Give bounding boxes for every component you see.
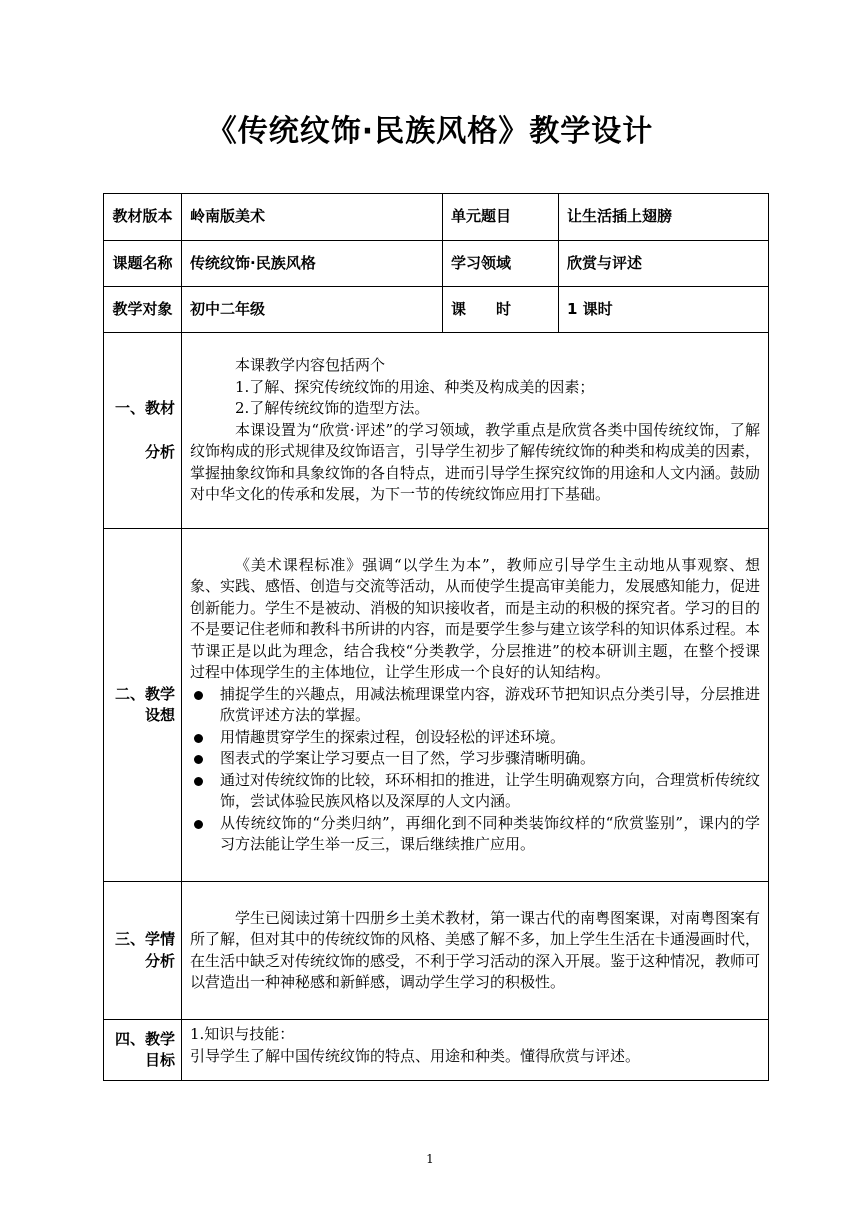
- label-textbook-version: 教材版本: [104, 194, 182, 241]
- bullet-item: 用情趣贯穿学生的探索过程，创设轻松的评述环境。: [190, 727, 760, 749]
- bullet-item: 通过对传统纹饰的比较，环环相扣的推进，让学生明确观察方向，合理赏析传统纹饰，尝试体验民族风格以及深厚的人文内涵。: [190, 770, 760, 813]
- info-row-textbook: [104, 194, 769, 241]
- section-label-teaching-goals: 四、教学 目标: [104, 1020, 182, 1081]
- section-content-textbook-analysis: [182, 333, 769, 529]
- section-student-analysis: [104, 882, 769, 1020]
- value-audience: 初中二年级: [182, 287, 443, 333]
- label-class-hours: 课 时: [443, 287, 559, 333]
- content-paragraph: 学生已阅读过第十四册乡土美术教材，第一课古代的南粤图案课，对南粤图案有所了解，但对其中的传统纹饰的风格、美感了解不多，加上学生生活在卡通漫画时代，在生活中缺乏对传统纹饰的感受，不利于学习活动的深入开展。鉴于这种情况，教师可以营造出一种神秘感和新鲜感，调动学生学习的积极性。: [190, 908, 761, 991]
- bullet-item: 捕捉学生的兴趣点，用减法梳理课堂内容，游戏环节把知识点分类引导，分层推进欣赏评述方法的掌握。: [190, 684, 760, 727]
- info-row-topic: [104, 241, 769, 287]
- bullet-dot-icon: [194, 820, 203, 829]
- bullet-item: 图表式的学案让学习要点一目了然，学习步骤清晰明确。: [190, 748, 760, 770]
- section-label-student-analysis: 三、学情 分析: [104, 882, 182, 1020]
- section-content-student-analysis: [182, 882, 769, 1020]
- section-content-teaching-concept: [182, 529, 769, 882]
- content-line: 引导学生了解中国传统纹饰的特点、用途和种类。懂得欣赏与评述。: [190, 1046, 641, 1065]
- bullet-list: [190, 684, 760, 856]
- label-unit-title: 单元题目: [443, 194, 559, 241]
- bullet-dot-icon: [194, 777, 203, 786]
- label-learning-domain: 学习领域: [443, 241, 559, 287]
- bullet-dot-icon: [194, 734, 203, 743]
- content-line: 1.知识与技能：: [190, 1025, 295, 1043]
- content-paragraph: 《美术课程标准》强调“以学生为本”，教师应引导学生主动地从事观察、想象、实践、感悟、创造与交流等活动，从而使学生提高审美能力，发展感知能力，促进创新能力。学生不是被动、消极的知识接收者，而是主动的积极的探究者。学习的目的不是要记住老师和教科书所讲的内容，而是要学生参与建立该学科的知识体系过程。本节课正是以此为理念，结合我校“分类教学，分层推进”的校本研训主题，在整个授课过程中体现学生的主体地位，让学生形成一个良好的认知结构。: [190, 555, 761, 681]
- section-label-teaching-concept: 二、教学 设想: [104, 529, 182, 882]
- value-textbook-version: 岭南版美术: [182, 194, 443, 241]
- bullet-dot-icon: [194, 755, 203, 764]
- content-line: 1.了解、探究传统纹饰的用途、种类及构成美的因素；: [235, 377, 595, 396]
- lesson-plan-table: [103, 193, 769, 1081]
- value-class-hours: 1 课时: [559, 287, 769, 333]
- value-topic-name: 传统纹饰·民族风格: [182, 241, 443, 287]
- section-content-teaching-goals: [182, 1020, 769, 1081]
- section-teaching-concept: [104, 529, 769, 882]
- page-number: 1: [426, 1152, 434, 1166]
- section-label-textbook-analysis: 一、教材 分析: [104, 333, 182, 529]
- label-topic-name: 课题名称: [104, 241, 182, 287]
- section-teaching-goals: [104, 1020, 769, 1081]
- info-row-audience: [104, 287, 769, 333]
- content-line: 2.了解传统纹饰的造型方法。: [235, 399, 430, 418]
- bullet-dot-icon: [194, 691, 203, 700]
- value-unit-title: 让生活插上翅膀: [559, 194, 769, 241]
- label-audience: 教学对象: [104, 287, 182, 333]
- value-learning-domain: 欣赏与评述: [559, 241, 769, 287]
- content-paragraph: 本课设置为“欣赏·评述”的学习领域，教学重点是欣赏各类中国传统纹饰，了解纹饰构成的形式规律及纹饰语言，引导学生初步了解传统纹饰的种类和构成美的因素，掌握抽象纹饰和具象纹饰的各自特点，进而引导学生探究纹饰的用途和人文内涵。鼓励对中华文化的传承和发展，为下一节的传统纹饰应用打下基础。: [190, 420, 761, 504]
- content-line: 本课教学内容包括两个: [235, 356, 386, 375]
- section-textbook-analysis: [104, 333, 769, 529]
- document-title: 《传统纹饰·民族风格》教学设计: [206, 114, 654, 149]
- bullet-item: 从传统纹饰的“分类归纳”，再细化到不同种类装饰纹样的“欣赏鉴别”，课内的学习方法能让学生举一反三，课后继续推广应用。: [190, 813, 760, 856]
